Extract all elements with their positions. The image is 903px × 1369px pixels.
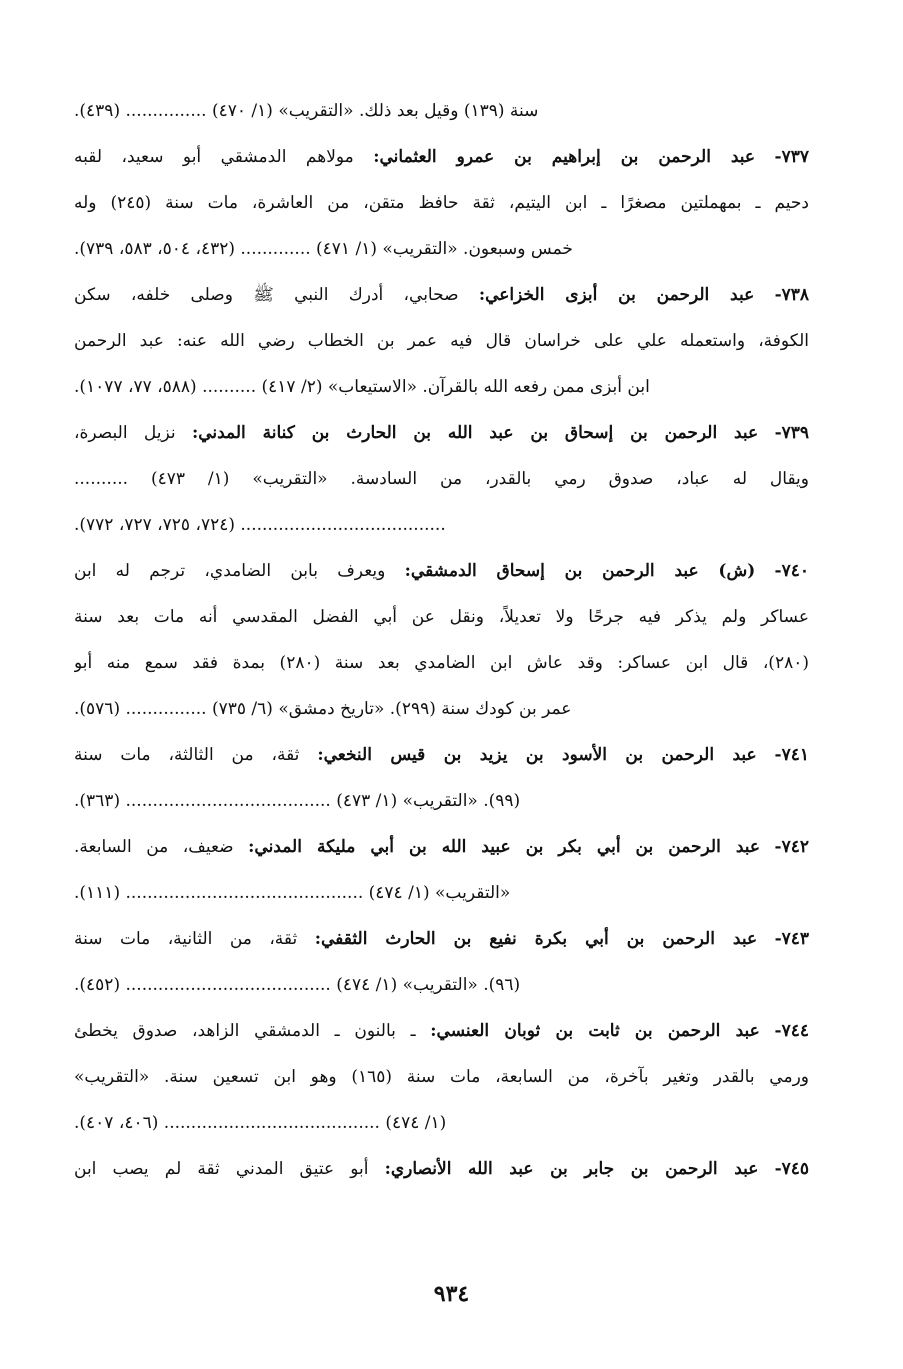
- page-number: ٩٣٤: [433, 1281, 470, 1307]
- text-line: [74, 272, 809, 318]
- entry-name: عبد الرحمن بن ثابت بن ثوبان العنسي:: [430, 1021, 760, 1041]
- entry-text: سنة (١٣٩) وقيل بعد ذلك. «التقريب» (١/ ٤٧٠) ............... (٤٣٩).: [74, 101, 539, 121]
- entry-text: خمس وسبعون. «التقريب» (١/ ٤٧١) ............. (٤٣٢، ٥٠٤، ٥٨٣، ٧٣٩).: [74, 239, 573, 259]
- entry-text: ـ بالنون ـ الدمشقي الزاهد، صدوق يخطئ: [74, 1021, 416, 1041]
- entry-text: عمر بن كودك سنة (٢٩٩). «تاريخ دمشق» (٦/ ٧٣٥) ............... (٥٧٦).: [74, 699, 572, 719]
- text-line: [74, 962, 809, 1008]
- text-line: [74, 824, 809, 870]
- entry-text: ويقال له عباد، صدوق رمي بالقدر، من السادسة. «التقريب» (١/ ٤٧٣) ..........: [74, 469, 809, 489]
- entry-number: ٧٣٨-: [774, 285, 809, 305]
- text-line: [74, 1008, 809, 1054]
- text-line: [74, 686, 809, 732]
- text-line: [74, 778, 809, 824]
- entry-text: أبو عتيق المدني ثقة لم يصب ابن: [74, 1159, 369, 1179]
- entry-text: (٩٩). «التقريب» (١/ ٤٧٣) ...................................... (٣٦٣).: [74, 791, 521, 811]
- entry-text: ويعرف بابن الضامدي، ترجم له ابن: [74, 561, 386, 581]
- entry-text: نزيل البصرة،: [74, 423, 176, 443]
- entry-text: (٩٦). «التقريب» (١/ ٤٧٤) ...................................... (٤٥٢).: [74, 975, 521, 995]
- text-line: [74, 410, 809, 456]
- text-line: [74, 1146, 809, 1192]
- entry-name: عبد الرحمن بن أبي بكر بن عبيد الله بن أبي مليكة المدني:: [248, 837, 761, 857]
- entry-text: مولاهم الدمشقي أبو سعيد، لقبه: [74, 147, 354, 167]
- text-line: [74, 502, 809, 548]
- entry-name: عبد الرحمن بن أبزى الخزاعي:: [478, 285, 755, 305]
- text-line: [74, 88, 809, 134]
- entry-number: ٧٤٥-: [774, 1159, 809, 1179]
- entry-text: «التقريب» (١/ ٤٧٤) ............................................ (١١١).: [74, 883, 511, 903]
- entry-text: ضعيف، من السابعة.: [74, 837, 234, 857]
- text-line: [74, 732, 809, 778]
- text-line: [74, 594, 809, 640]
- text-line: [74, 364, 809, 410]
- entry-name: عبد الرحمن بن جابر بن عبد الله الأنصاري:: [384, 1159, 759, 1179]
- text-line: [74, 134, 809, 180]
- text-line: [74, 1054, 809, 1100]
- entry-name: (ش) عبد الرحمن بن إسحاق الدمشقي:: [404, 561, 756, 581]
- text-line: [74, 548, 809, 594]
- entry-number: ٧٤٠-: [774, 561, 809, 581]
- entry-number: ٧٤٣-: [774, 929, 809, 949]
- entry-text: ...................................... (٧٢٤، ٧٢٥، ٧٢٧، ٧٧٢).: [74, 515, 446, 535]
- entry-name: عبد الرحمن بن إبراهيم بن عمرو العثماني:: [373, 147, 756, 167]
- text-line: [74, 456, 809, 502]
- entry-text: ابن أبزى ممن رفعه الله بالقرآن. «الاستيعاب» (٢/ ٤١٧) .......... (٥٨٨، ٧٧، ١٠٧٧).: [74, 377, 650, 397]
- entry-number: ٧٤٢-: [774, 837, 809, 857]
- entry-number: ٧٤٤-: [774, 1021, 809, 1041]
- entry-text: ثقة، من الثالثة، مات سنة: [74, 745, 300, 765]
- entry-text: ورمي بالقدر وتغير بآخرة، من السابعة، مات سنة (١٦٥) وهو ابن تسعين سنة. «التقريب»: [74, 1067, 809, 1087]
- text-line: [74, 1100, 809, 1146]
- entry-text: عساكر ولم يذكر فيه جرحًا ولا تعديلاً، ونقل عن أبي الفضل المقدسي أنه مات بعد سنة: [74, 607, 809, 627]
- entry-name: عبد الرحمن بن أبي بكرة نفيع بن الحارث الثقفي:: [314, 929, 758, 949]
- entry-name: عبد الرحمن بن إسحاق بن عبد الله بن الحارث بن كنانة المدني:: [191, 423, 759, 443]
- entry-number: ٧٤١-: [774, 745, 809, 765]
- entry-text: ثقة، من الثانية، مات سنة: [74, 929, 298, 949]
- text-line: [74, 226, 809, 272]
- text-line: [74, 318, 809, 364]
- entry-text: صحابي، أدرك النبي ﷺ وصلى خلفه، سكن: [74, 285, 459, 305]
- entry-text: (٢٨٠)، قال ابن عساكر: وقد عاش ابن الضامدي بعد سنة (٢٨٠) بمدة فقد سمع منه أبو: [74, 653, 809, 673]
- entry-name: عبد الرحمن بن الأسود بن يزيد بن قيس النخعي:: [317, 745, 757, 765]
- text-line: [74, 916, 809, 962]
- text-line: [74, 870, 809, 916]
- text-line: [74, 180, 809, 226]
- entry-text: (١/ ٤٧٤) ........................................ (٤٠٦، ٤٠٧).: [74, 1113, 447, 1133]
- entry-number: ٧٣٩-: [774, 423, 809, 443]
- entry-text: الكوفة، واستعمله علي على خراسان قال فيه عمر بن الخطاب رضي الله عنه: عبد الرحمن: [74, 331, 809, 351]
- page-body: [74, 88, 809, 1192]
- entry-number: ٧٣٧-: [774, 147, 809, 167]
- entry-text: دحيم ـ بمهملتين مصغرًا ـ ابن اليتيم، ثقة حافظ متقن، من العاشرة، مات سنة (٢٤٥) وله: [74, 193, 809, 213]
- text-line: [74, 640, 809, 686]
